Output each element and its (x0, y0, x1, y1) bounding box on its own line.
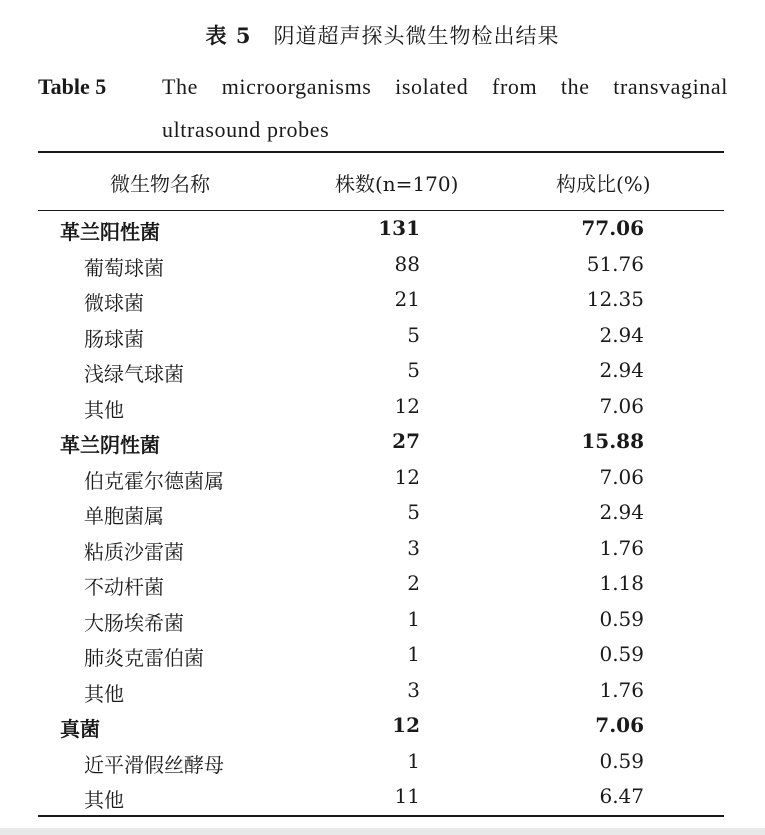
cell-ratio: 7.06 (599, 464, 644, 489)
table-row (0, 678, 765, 714)
cell-count: 3 (407, 535, 420, 560)
page-edge (0, 828, 765, 835)
cell-name: 单胞菌属 (84, 504, 164, 528)
cell-ratio: 1.76 (599, 677, 644, 702)
cell-ratio: 12.35 (586, 287, 644, 311)
cell-ratio: 51.76 (586, 251, 644, 276)
table-row (0, 252, 765, 288)
top-rule (38, 151, 724, 153)
cell-name: 肠球菌 (84, 326, 144, 351)
table-row (0, 749, 765, 785)
header-rule (38, 210, 724, 211)
cell-name: 微球菌 (84, 291, 144, 315)
table-row (0, 536, 765, 572)
category-row (0, 216, 765, 252)
cell-name: 粘质沙雷菌 (84, 539, 184, 564)
cell-name: 真菌 (60, 717, 100, 741)
cell-ratio: 15.88 (581, 429, 644, 453)
cell-count: 11 (394, 784, 420, 808)
cell-count: 131 (378, 216, 420, 240)
table-row (0, 465, 765, 501)
cell-count: 12 (394, 464, 420, 489)
cell-ratio: 0.59 (599, 642, 644, 666)
cell-count: 21 (394, 287, 420, 311)
cell-ratio: 2.94 (599, 500, 644, 524)
table-caption-en: The microorganisms isolated from the transvaginal ultrasound probes (162, 74, 728, 142)
table-row (0, 358, 765, 394)
cell-name: 不动杆菌 (84, 575, 164, 599)
cell-name: 其他 (84, 681, 124, 706)
header-count: 株数(n=170) (335, 172, 459, 196)
cell-count: 1 (407, 606, 420, 631)
cell-name: 伯克霍尔德菌属 (84, 468, 224, 493)
cell-count: 5 (407, 500, 420, 524)
cell-name: 其他 (84, 788, 124, 812)
header-ratio: 构成比(%) (556, 172, 651, 196)
header-name: 微生物名称 (110, 172, 210, 196)
cell-ratio: 0.59 (599, 748, 644, 773)
table-row (0, 642, 765, 678)
table-title-en (38, 65, 728, 151)
cell-ratio: 2.94 (599, 358, 644, 382)
cell-ratio: 1.76 (599, 535, 644, 560)
cell-name: 其他 (84, 397, 124, 422)
cell-ratio: 2.94 (599, 322, 644, 347)
cell-ratio: 77.06 (581, 216, 644, 240)
cell-count: 3 (407, 677, 420, 702)
cell-count: 88 (394, 251, 420, 276)
cell-count: 5 (407, 322, 420, 347)
table-row (0, 607, 765, 643)
cell-name: 革兰阴性菌 (60, 433, 160, 457)
cell-ratio: 6.47 (599, 784, 644, 808)
cell-name: 肺炎克雷伯菌 (84, 646, 204, 670)
cell-name: 浅绿气球菌 (84, 362, 184, 386)
table-number-en: Table 5 (38, 74, 107, 99)
cell-ratio: 0.59 (599, 606, 644, 631)
table-title-cn (0, 20, 765, 50)
cell-ratio: 1.18 (599, 571, 644, 595)
cell-name: 大肠埃希菌 (84, 610, 184, 635)
cell-name: 革兰阳性菌 (60, 220, 160, 244)
cell-ratio: 7.06 (599, 393, 644, 418)
table-caption-cn: 阴道超声探头微生物检出结果 (273, 24, 560, 48)
table-row (0, 571, 765, 607)
cell-name: 近平滑假丝酵母 (84, 752, 224, 777)
cell-count: 5 (407, 358, 420, 382)
cell-count: 2 (407, 571, 420, 595)
table-row (0, 394, 765, 430)
cell-ratio: 7.06 (595, 713, 644, 737)
cell-count: 1 (407, 642, 420, 666)
table-number-cn: 表 5 (205, 23, 252, 48)
cell-count: 27 (392, 429, 420, 453)
bottom-rule (38, 815, 724, 817)
category-row (0, 429, 765, 465)
table-row (0, 323, 765, 359)
cell-count: 12 (394, 393, 420, 418)
cell-count: 12 (392, 713, 420, 737)
category-row (0, 713, 765, 749)
cell-name: 葡萄球菌 (84, 255, 164, 280)
table-row (0, 500, 765, 536)
cell-count: 1 (407, 748, 420, 773)
table-row (0, 287, 765, 323)
